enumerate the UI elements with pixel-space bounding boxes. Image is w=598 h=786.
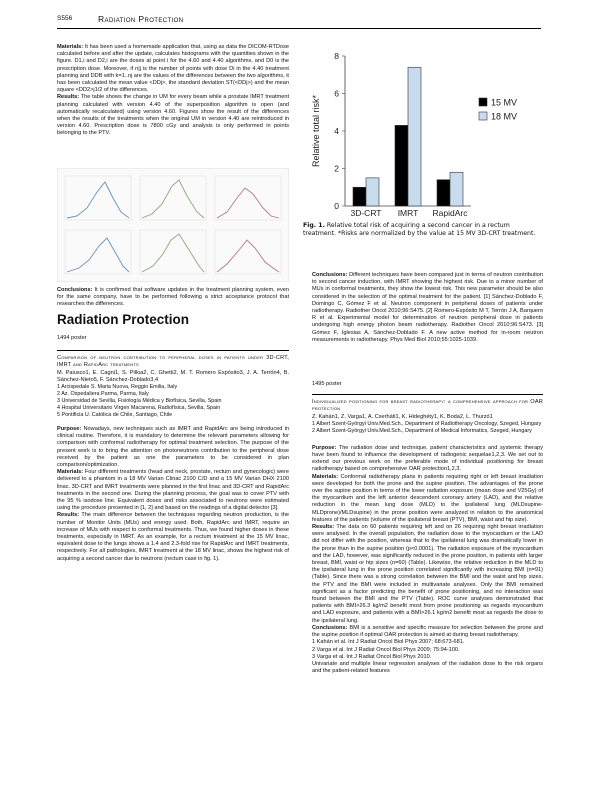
poster-authors: Z. Kahán1, Z. Varga1, A. Cserháti1, K. Hideghéty1, K. Boda2, L. Thurzó1	[312, 413, 493, 420]
y-tick-label: 2	[334, 163, 339, 174]
bar-18mv-imrt	[408, 67, 421, 206]
legend-label: 18 MV	[491, 111, 518, 122]
caption-label: Fig. 1.	[303, 222, 325, 229]
affiliation-3: 3 Universidad de Sevilla, Fisiología Médica y Biofísica, Sevilla, Spain	[57, 398, 222, 405]
results-text: The table shows the change in UM for every beam while a prostate IMRT treatment planning calculated with version 4.40 of the superposition algorithm is open (and automatically recalculated) using version 4.60. Figures show the result of the differences when the results of the treatments when the original UM in version 4.40 are reintroduced in version 4.60. Prescription dose is 7800 cGy and analysis is only performed in points belonging to the PTV.	[57, 94, 289, 137]
materials-text: Conformal radiotherapy plans in patients requiring right or left breast irradiation were developed for both the prone and the supine position. The advantages of the prone over the supine position in terms of the lower radiation exposure (mean dose and V25Gy) of the myocardium and the left anterior descendent coronary artery (LAD), and the relative reduction in the mean lung dose (MLD) to the ipsilateral lung (MLDsupine-MLDprone)/MLDsupine) in the prone position were analyzed in relation to the anatomical features of the patients (volume of the ipsilateral breast (PTV), BMI, waist and hip size).	[312, 473, 544, 523]
y-axis-label: Relative total risk*	[311, 94, 321, 168]
bar-15mv-3d-crt	[353, 187, 366, 206]
page-number: S556	[57, 15, 73, 22]
reference-3: 3 Varga et al. Int J Radiat Oncol Biol Phys 2010.	[312, 653, 432, 660]
legend-label: 15 MV	[491, 97, 518, 108]
materials-label: Materials:	[57, 469, 84, 476]
conclusions-label: Conclusions:	[312, 272, 348, 278]
affiliation-4: 4 Hospital Universitario Virgen Macarena, Radiofísica, Sevilla, Spain	[57, 405, 221, 412]
affiliation-1: 1 Albert Szent-Györgyi Univ.Med.Sch., Department of Radiotherapy Oncology, Szeged, Hungary	[312, 420, 542, 427]
relative-risk-bar-chart	[303, 44, 543, 220]
poster-id: 1495 poster	[312, 381, 342, 387]
purpose-label: Purpose:	[312, 444, 337, 451]
reference-1: 1 Kahán et al. Int J Radiat Oncol Biol Phys 2007; 68:673-681.	[312, 639, 465, 646]
affiliation-5: 5 Pontificia U. Católica de Chile, Santiago, Chile	[57, 412, 173, 419]
purpose-text: Nowadays, new techniques such as IMRT and RapidArc are being introduced in clinical routine. Therefore, it is mandatory to determine the relevant parameters allowing for comparison with conformal radiotherapy for optimal treatment selection. The purpose of the present work is to bring the attention on photoneutrons contribution to the peripheral dose received by the patient as one the parameters to be considered in plan comparison/optimization.	[57, 426, 289, 469]
conclusions-label: Conclusions:	[57, 287, 93, 293]
journal-section-header: Radiation Protection	[98, 14, 184, 24]
legend-swatch	[479, 98, 487, 106]
results-text: The main difference between the techniques regarding neutron production, is the number of Monitor Units (MUs) and energy used. Both, RapidArc and IMRT, require an increase of MUs with respect to conformal treatments. Thus, we found higher doses in these treatments, especially in IMRT. As an example, for a rectum treatment at the 15 MV linac, equivalent dose to the lungs shows a 1.4 and 2.3-fold rise for RapidArc and IMRT treatments, respectively. For all pathologies, IMRT treatment at the 18 MV linac, shows the highest risk of acquiring a second cancer due to neutrons (rectum case in fig. 1).	[57, 512, 290, 562]
header-rule	[57, 28, 541, 29]
bar-18mv-rapidarc	[450, 172, 463, 206]
poster-authors: M. Paiusco1, E. Cagni1, S. Pilloa2, C. Ghetti2, M. T. Romero Expósito3, J. A. Terrón4, B. Sánchez-Nieto5, F. Sánchez-Doblado3,4	[57, 369, 289, 383]
poster-title: Comparison of neutron contribution to peripheral doses in patients under 3D-CRT, IMRT and RapidArc treatments	[57, 355, 289, 369]
reference-2: 2 Varga et al. Int J Radiat Oncol Biol Phys 2009; 75:94-100.	[312, 646, 460, 653]
dose-difference-histogram-figure	[57, 168, 289, 282]
x-tick-label: 3D-CRT	[350, 208, 382, 218]
section-title: Radiation Protection	[57, 312, 190, 327]
conclusions-text: It is confirmed that software updates in the treatment planning system, even for the same company, have to be performed following a strict acceptance protocol that researches the differences.	[57, 287, 289, 308]
caption-text: Relative total risk of acquiring a second cancer in a rectum treatment. *Risks are normalized by the value at 15 MV 3D-CRT treatment.	[303, 222, 536, 237]
results-text: The data on 60 patients requiring left and on 26 requiring right breast irradiation were analysed. In the overall population, the radiation dose to the myocardium or the LAD did not differ with the position, whereas that to the ipsilateral lung was dramatically lower in the prone than in the supine position (p<0.0001). The radiation exposure of the myocardium and the LAD, however, was significantly reduced in the prone position, in patients with larger breast, BMI, waist or hip sizes (n=60) (Table). Likewise, the relative reduction in the MLD to the ipsilateral lung in the prone position correlated significantly with increasing BMI (n=91) (Table). Since there was a strong correlation between the BMI and the waist and hip sizes, the PTV and the BMI were included in multivariate analyses. Only the BMI remained significant as a factor predicting the benefit of prone positioning, and no interaction was found between the BMI and the PTV (Table). ROC curve analyses demonstrated that patients with BMI>26.3 kg/m2 benefit most from prone positioning as regards myocardium and LAD exposure, and patients with a BMI>26.1 kg/m2 benefit most as regards the dose to the ipsilateral lung.	[312, 524, 543, 624]
affiliation-2: 2 Albert Szent-Györgyi Univ.Med.Sch., Department of Medical Informatics, Szeged, Hungary	[312, 427, 532, 434]
results-label: Results:	[57, 512, 80, 519]
left-top-text	[57, 44, 289, 138]
materials-label: Materials:	[312, 473, 339, 480]
conclusions-text: BMI is a sensitive and specific measure for selection between the prone and the supine position if optimal OAR protection is aimed at during breast radiotherapy.	[312, 624, 543, 639]
results-label: Results:	[57, 94, 80, 101]
affiliation-2: 2 Az. Ospedaliera Parma, Parma, Italy	[57, 391, 149, 398]
poster-1494	[57, 335, 289, 563]
x-tick-label: IMRT	[397, 208, 419, 218]
affiliation-1: 1 Arcispedale S. Maria Nuova, Reggio Emilia, Italy	[57, 384, 178, 391]
x-tick-label: RapidArc	[432, 208, 468, 218]
y-tick-label: 6	[334, 88, 339, 99]
legend-swatch	[479, 112, 487, 120]
left-conclusions	[57, 287, 289, 309]
bar-15mv-rapidarc	[437, 180, 450, 206]
right-conclusions	[312, 272, 543, 344]
results-label: Results:	[312, 524, 335, 531]
figure-caption	[303, 222, 543, 237]
y-tick-label: 0	[334, 201, 339, 211]
materials-text: Four different treatments (head and neck, prostate, rectum and gynecologic) were delivered to a phantom in a 18 MV Varian Clinac 2100 C/D and a 15 MV Varian DHX 2100 linac. 3D-CRT and IMRT treatments were planned in the first linac and 3D-CRT and RapidArc treatments in the second one. During the planning process, the goal was to cover PTV with the 95 % isodose line. Equivalent doses and risks associated to neutrons were estimated using the procedure presented in [1, 2] and based on the readings of a digital detector [3].	[57, 469, 290, 512]
bar-15mv-imrt	[395, 125, 408, 206]
purpose-label: Purpose:	[57, 426, 82, 433]
poster-1495	[312, 381, 543, 675]
bar-18mv-3d-crt	[366, 178, 379, 206]
materials-label: Materials:	[57, 44, 84, 50]
materials-text: It has been used a homemade application that, using as data the DICOM-RTDose calculated before and after the update, calculates histograms with the quantities shown in the figure. D1,i and D2,i are the doses at point i for the 4.60 and 4.40 algorithms, and D0 is the prescription dose. Moreover, if n|j is the number of points with dose Di in the 4.40 treatment planning and DDB with k=1..nj are the values of the differences between the two algorithms, it has been calculated the mean value <DDj>, the standard deviation ST(<DDj>) and the mean square <DD2>j1/2 of the differences.	[57, 44, 289, 94]
conclusions-label: Conclusions:	[312, 624, 348, 631]
y-tick-label: 4	[334, 126, 339, 136]
purpose-text: The radiation dose and technique, patient characteristics and systemic therapy have been found to influence the development of radiogenic sequelae1,2,3. We set out to extend our previous work on the preferable mode of individual positioning for breast radiotherapy based on comprehensive OAR protection1,2,3.	[312, 444, 544, 473]
y-tick-label: 8	[334, 51, 339, 61]
conclusions-text: Different techniques have been compared just in terms of neutron contribution to second cancer induction, with IMRT showing the highest risk. Due to a minor number of MUs in conformal treatments, they show the lowest risk. This new parameter should be also considered in the selection of the optimal treatment for the patient. [1] Sánchez-Doblado F, Domingo C, Gómez F et al. Neutron component in peripheral doses of patients under radiotherapy. Radiother Oncol 2010;96:S475. [2] Romero-Expósito M T, Terrón J A, Barquero R et al. Experimental model for determination of neutron peripheral dose in patients undergoing high energy photon beam radiotherapy. Radiother Oncol 2010;96:S473. [3] Gómez F, Iglesias A, Sánchez-Doblado F. A new active method for in-room neutron measurements in radiotherapy. Phys Med Biol 2010;55:1025-1039.	[312, 272, 544, 343]
poster-title: Individualized positioning for breast radiotherapy: a comprehensive approach for OAR protection	[312, 399, 543, 413]
table-caption: Univariate and multiple linear regression analyses of the radiation dose to the risk organs and the patient-related features	[312, 660, 543, 675]
poster-id: 1494 poster	[57, 335, 87, 341]
